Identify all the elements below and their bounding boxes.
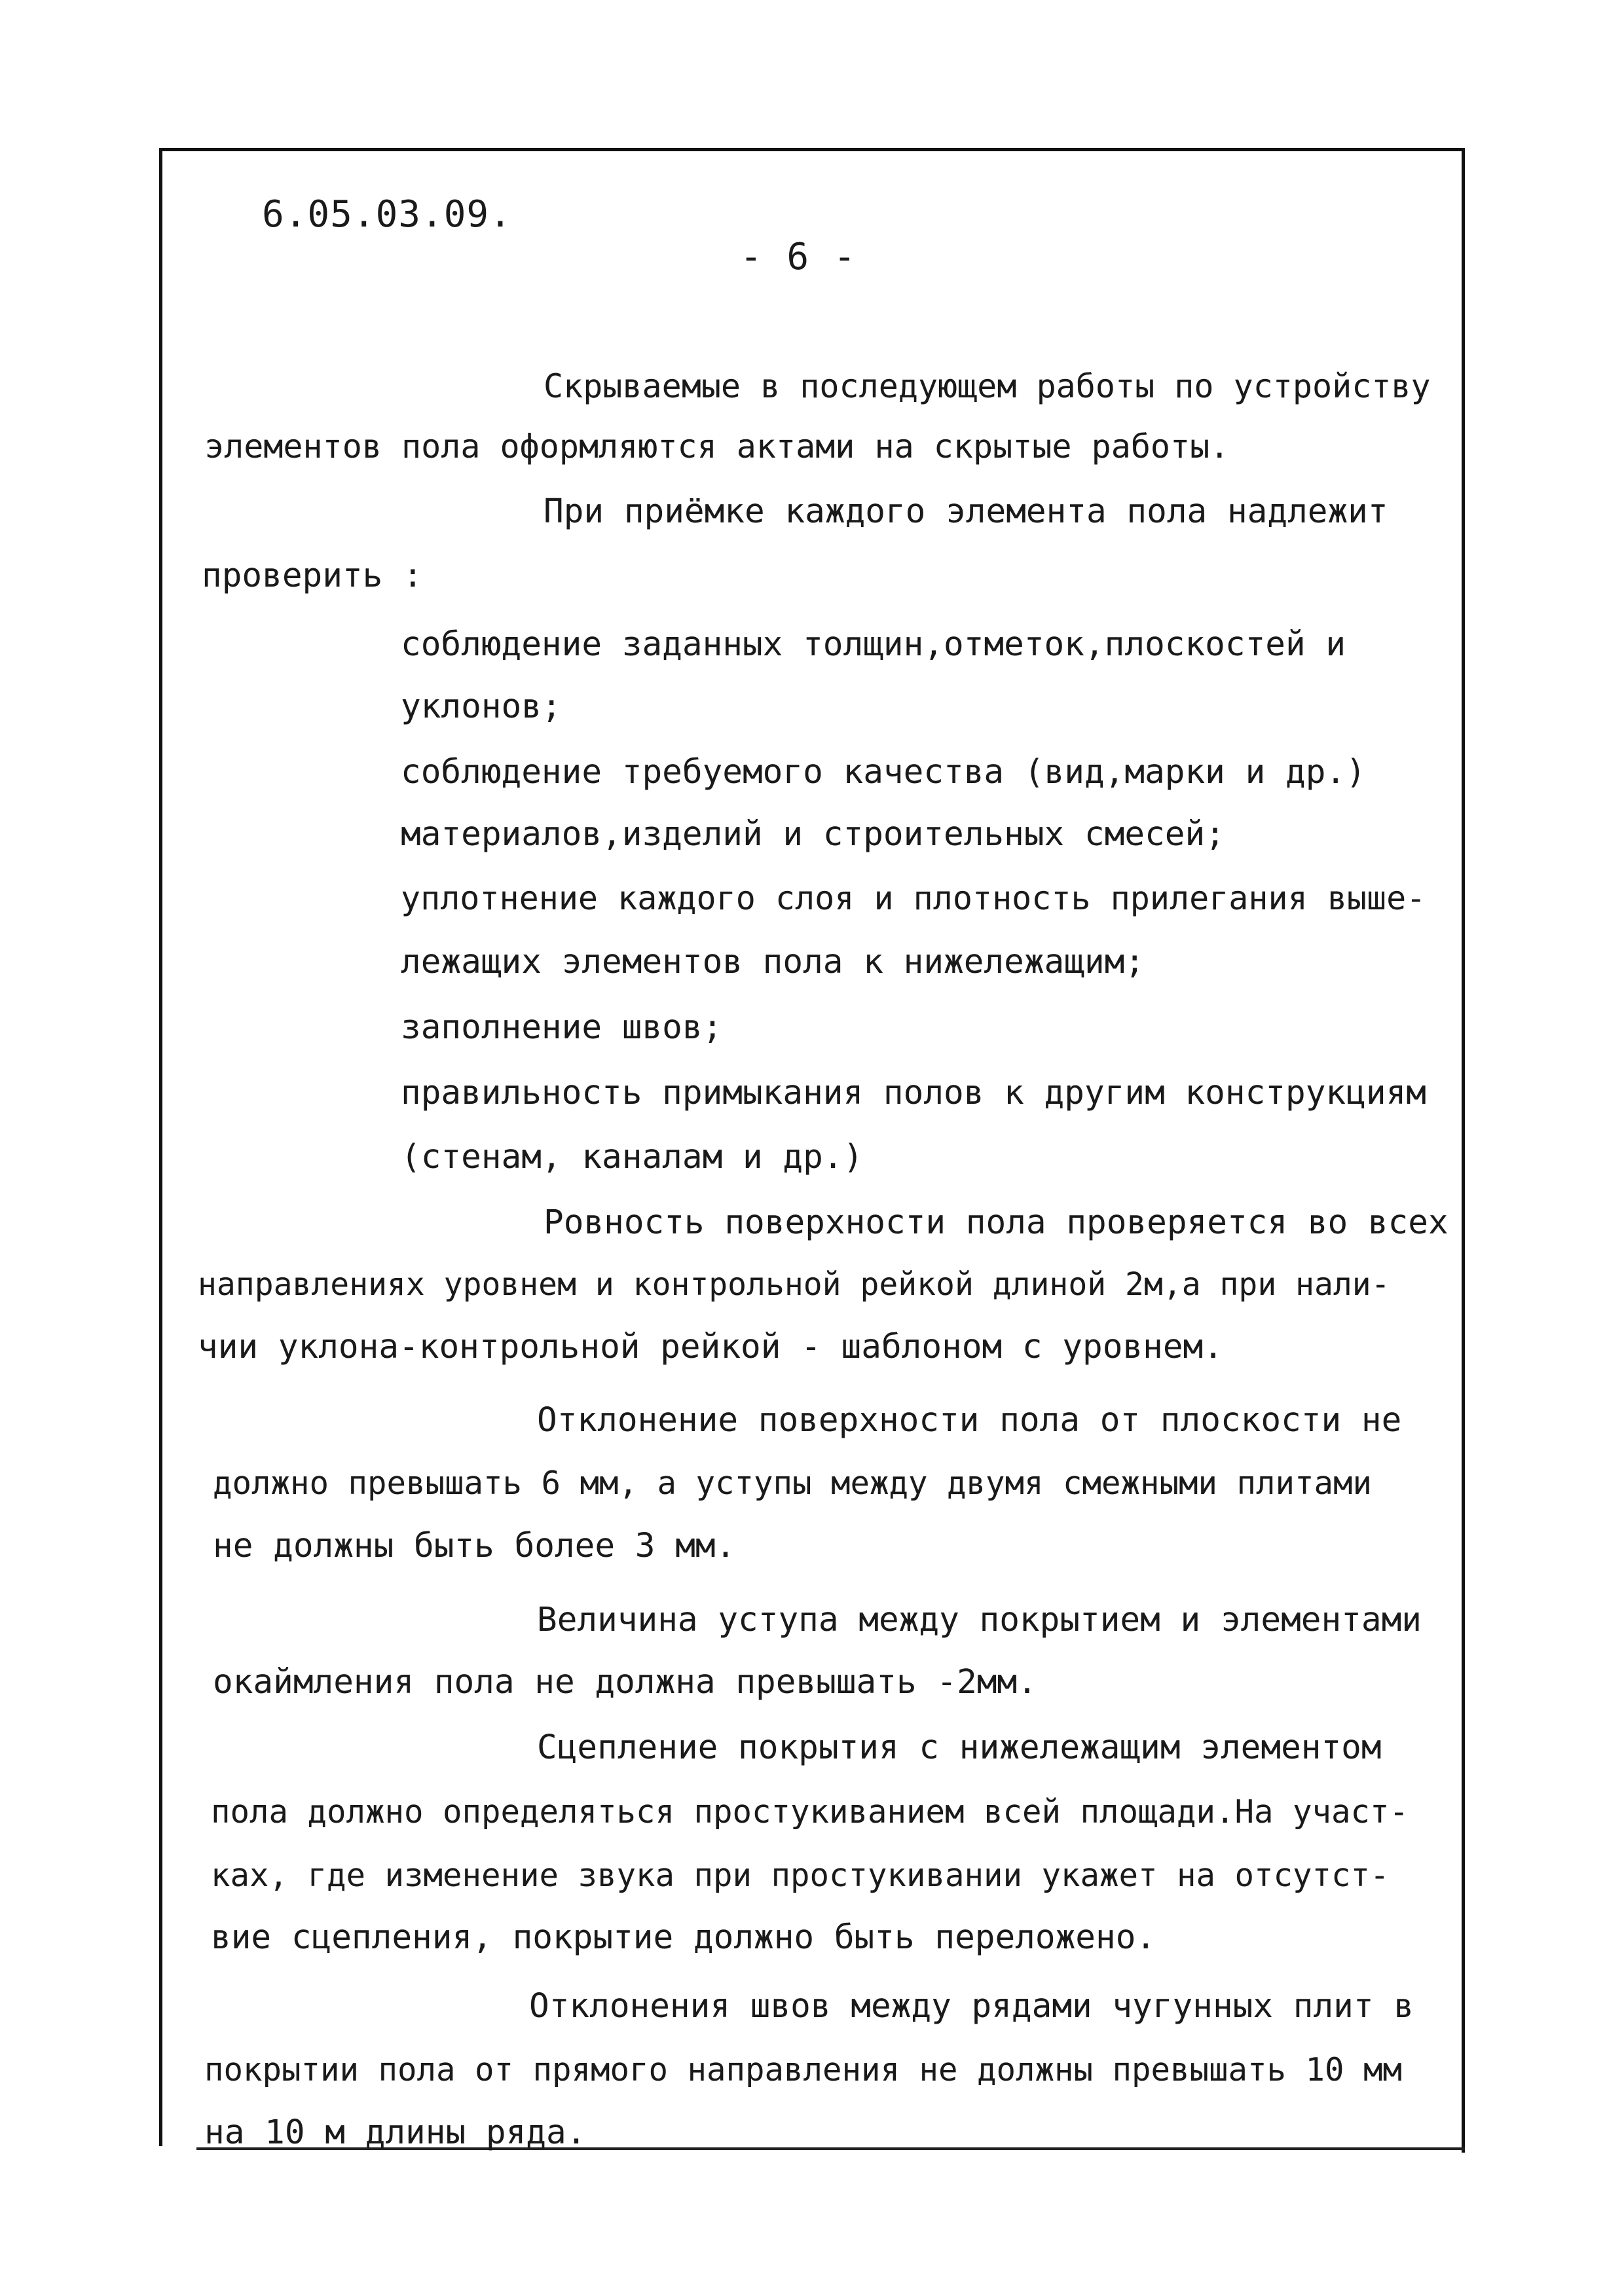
text-line: проверить : <box>202 556 423 595</box>
text-line: соблюдение заданных толщин,отметок,плоскостей и <box>401 625 1346 664</box>
text-line: уплотнение каждого слоя и плотность прилегания выше- <box>401 879 1426 917</box>
text-line: покрытии пола от прямого направления не должны превышать 10 мм <box>204 2051 1403 2088</box>
frame-right-border <box>1462 149 1465 2153</box>
text-line: Величина уступа между покрытием и элементами <box>537 1601 1422 1639</box>
text-line: заполнение швов; <box>401 1008 723 1047</box>
text-line: Сцепление покрытия с нижележащим элементом <box>537 1728 1382 1767</box>
text-line: ках, где изменение звука при простукивании укажет на отсутст- <box>211 1857 1390 1894</box>
text-line: на 10 м длины ряда. <box>204 2113 587 2152</box>
text-line: пола должно определяться простукиванием всей площади.На участ- <box>211 1793 1409 1831</box>
text-line: не должны быть более 3 мм. <box>213 1527 736 1565</box>
frame-left-border <box>159 149 162 2146</box>
text-line: уклонов; <box>401 687 562 726</box>
text-line: Отклонение поверхности пола от плоскости не <box>537 1401 1402 1440</box>
page-number: - 6 - <box>740 236 857 278</box>
text-line: должно превышать 6 мм, а уступы между двумя смежными плитами <box>213 1465 1373 1502</box>
document-code: 6.05.03.09. <box>262 193 512 236</box>
frame-top-border <box>159 148 1465 151</box>
text-line: Отклонения швов между рядами чугунных плит в <box>529 1987 1414 2026</box>
text-line: направлениях уровнем и контрольной рейкой длиной 2м,а при нали- <box>198 1266 1390 1303</box>
text-line: элементов пола оформляются актами на скрытые работы. <box>204 428 1230 465</box>
text-line: чии уклона-контрольной рейкой - шаблоном с уровнем. <box>198 1328 1223 1366</box>
text-line: материалов,изделий и строительных смесей; <box>401 815 1225 854</box>
text-line: Ровность поверхности пола проверяется во всех <box>544 1203 1449 1242</box>
text-line: Скрываемые в последующем работы по устройству <box>544 367 1431 405</box>
text-line: соблюдение требуемого качества (вид,марки и др.) <box>401 753 1366 792</box>
text-line: лежащих элементов пола к нижележащим; <box>401 943 1145 981</box>
text-line: При приёмке каждого элемента пола надлежит <box>544 492 1388 531</box>
text-line: (стенам, каналам и др.) <box>401 1138 864 1176</box>
text-line: вие сцепления, покрытие должно быть переложено. <box>211 1918 1156 1957</box>
text-line: правильность примыкания полов к другим конструкциям <box>401 1074 1426 1112</box>
text-line: окаймления пола не должна превышать -2мм. <box>213 1663 1037 1702</box>
